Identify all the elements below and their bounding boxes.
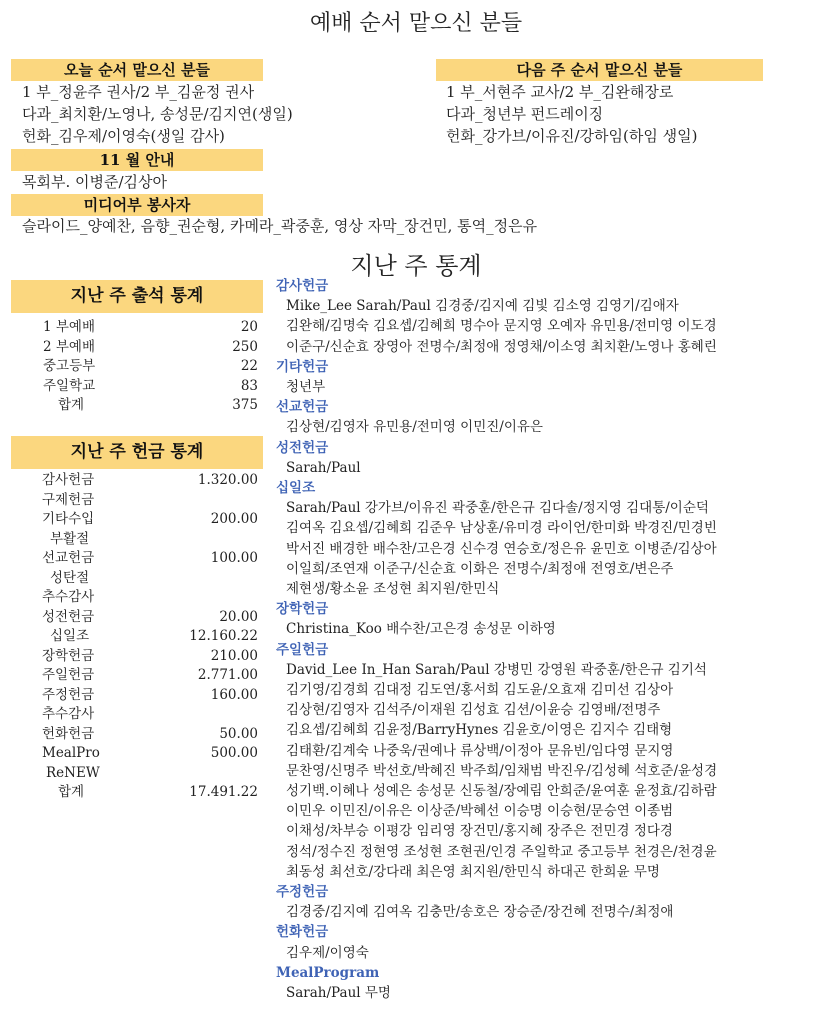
next-week-header: 다음 주 순서 맡으신 분들 <box>436 59 763 81</box>
offering-label: 추수감사 <box>42 589 95 605</box>
offering-header: 지난 주 헌금 통계 <box>11 436 263 469</box>
donor-names: 김여옥 김요셉/김혜희 김준우 남상훈/유미경 라이언/한미화 박경진/민경빈 <box>286 520 717 537</box>
donor-names: 이민우 이민진/이유은 이상준/박혜선 이승명 이승현/문승연 이종범 <box>286 803 674 820</box>
donor-names: Sarah/Paul 무명 <box>286 985 391 1001</box>
attendance-value: 22 <box>240 358 258 374</box>
donor-category: 십일조 <box>276 480 316 496</box>
attendance-value: 375 <box>232 397 258 413</box>
donor-names: David_Lee In_Han Sarah/Paul 강병민 강영원 곽중훈/한은규 김기석 <box>286 661 707 678</box>
offering-value: 200.00 <box>210 511 258 527</box>
offering-label: 기타수입 <box>42 511 95 527</box>
donor-names: Sarah/Paul <box>286 459 361 476</box>
offering-value: 12.160.22 <box>189 628 258 644</box>
offering-value: 17.491.22 <box>189 784 258 800</box>
today-line: 1 부_정윤주 권사/2 부_김윤정 권사 <box>22 83 255 101</box>
donor-category: 장학헌금 <box>276 601 329 618</box>
november-header: 11 월 안내 <box>11 149 263 171</box>
donor-category: 선교헌금 <box>276 399 329 416</box>
donor-category: 주정헌금 <box>276 884 329 900</box>
donor-category: 감사헌금 <box>276 278 329 294</box>
attendance-label: 1 부예배 <box>43 319 96 335</box>
donor-names: 박서진 배경한 배수찬/고은경 신수경 연승호/정은유 윤민호 이병준/김상아 <box>286 540 717 557</box>
donor-names: 김우제/이영숙 <box>286 944 369 961</box>
media-line: 슬라이드_양예찬, 음향_권순형, 카메라_곽중훈, 영상 자막_장건민, 통역_정은유 <box>22 217 538 235</box>
offering-label: 부활절 <box>50 530 90 547</box>
offering-value <box>140 587 258 607</box>
donor-names: 정석/정수진 정현영 조성현 조현권/인경 주일학교 중고등부 천경은/천경윤 <box>286 843 717 860</box>
next-week-line: 1 부_서현주 교사/2 부_김완해장로 <box>446 83 674 101</box>
donor-names: Christina_Koo 배수찬/고은경 송성문 이하영 <box>286 621 556 638</box>
offering-value <box>140 568 258 588</box>
donor-names: 김태환/김계숙 나중욱/권예나 류상백/이정아 문유빈/임다영 문지영 <box>286 742 674 759</box>
donor-category: 주일헌금 <box>276 641 329 658</box>
offering-value <box>140 704 258 724</box>
offering-label: 구제헌금 <box>42 491 95 508</box>
offering-label: 주일헌금 <box>42 667 95 683</box>
donor-names: 김기영/김경희 김대정 김도연/홍서희 김도윤/오효재 김미선 김상아 <box>286 682 674 698</box>
attendance-value: 83 <box>240 377 258 394</box>
offering-label: 합계 <box>58 784 85 800</box>
offering-label: 선교헌금 <box>42 550 95 566</box>
offering-value: 160.00 <box>210 686 258 703</box>
offering-label: MealPro <box>42 745 100 761</box>
donor-names: Mike_Lee Sarah/Paul 김경중/김지예 김빛 김소영 김영기/김애자 <box>286 298 679 315</box>
offering-label: 주정헌금 <box>42 686 95 703</box>
november-line: 목회부. 이병준/김상아 <box>22 173 168 191</box>
attendance-label: 합계 <box>58 397 85 413</box>
donor-category: 헌화헌금 <box>276 924 329 941</box>
offering-label: 십일조 <box>50 628 90 644</box>
offering-value: 1.320.00 <box>197 472 258 488</box>
donor-names: 김경중/김지예 김여옥 김충만/송호은 장승준/장건혜 전명수/최정애 <box>286 904 674 921</box>
attendance-value: 20 <box>240 319 258 335</box>
offering-label: 헌화헌금 <box>42 725 95 742</box>
attendance-label: 중고등부 <box>43 358 96 374</box>
donor-names: 성기백.이혜나 성예은 송성문 신동철/장예림 안희준/윤여훈 윤정효/김하람 <box>286 783 717 799</box>
donor-names: 이채성/차부승 이평강 임리영 장건민/홍지혜 장주은 전민경 정다경 <box>286 823 673 840</box>
offering-label: 장학헌금 <box>42 647 95 664</box>
donor-names: 김상현/김영자 유민용/전미영 이민진/이유은 <box>286 419 543 436</box>
donor-category: MealProgram <box>276 964 380 981</box>
page-title: 예배 순서 맡으신 분들 <box>309 11 523 36</box>
today-header: 오늘 순서 맡으신 분들 <box>11 59 263 81</box>
offering-value <box>140 763 258 783</box>
donor-names: 제현생/황소윤 조성현 최지원/한민식 <box>286 581 500 597</box>
attendance-header: 지난 주 출석 통계 <box>11 280 263 313</box>
donor-category: 성전헌금 <box>276 439 329 456</box>
offering-value <box>140 529 258 549</box>
attendance-value: 250 <box>232 338 258 355</box>
offering-label: 감사헌금 <box>42 472 95 488</box>
donor-names: 청년부 <box>286 379 326 395</box>
offering-label: 성전헌금 <box>42 608 95 625</box>
media-header: 미디어부 봉사자 <box>11 194 263 216</box>
offering-value: 20.00 <box>219 608 258 625</box>
stats-title: 지난 주 통계 <box>350 252 482 280</box>
offering-value: 2.771.00 <box>197 667 258 683</box>
donor-category: 기타헌금 <box>276 358 329 375</box>
offering-label: 성탄절 <box>50 569 90 586</box>
attendance-label: 주일학교 <box>43 377 96 394</box>
next-week-line: 다과_청년부 펀드레이징 <box>446 105 604 123</box>
donor-names: 김완해/김명숙 김요셉/김혜희 명수아 문지영 오예자 유민용/전미영 이도경 <box>286 318 717 335</box>
offering-value <box>140 490 258 510</box>
donor-names: 이일희/조연재 이준구/신순효 이화은 전명수/최정애 전영호/변은주 <box>286 560 674 577</box>
offering-value: 50.00 <box>219 725 258 742</box>
donor-names: 이준구/신순효 장영아 전명수/최정애 정영채/이소영 최치환/노영나 홍혜린 <box>286 338 717 355</box>
offering-label: 추수감사 <box>42 706 95 722</box>
next-week-line: 헌화_강가브/이유진/강하임(하임 생일) <box>446 127 698 145</box>
donor-names: Sarah/Paul 강가브/이유진 곽중훈/한은규 김다솔/정지영 김대통/이순덕 <box>286 500 709 517</box>
donor-names: 김요셉/김혜희 김윤정/BarryHynes 김윤호/이영은 김지수 김태형 <box>286 722 673 739</box>
donor-names: 김상현/김영자 김석주/이재원 김성효 김션/이윤승 김영배/전명주 <box>286 702 661 719</box>
today-line: 헌화_김우제/이영숙(생일 감사) <box>22 127 225 145</box>
offering-label: ReNEW <box>46 764 100 781</box>
today-line: 다과_최치환/노영나, 송성문/김지연(생일) <box>22 105 293 123</box>
donor-names: 최동성 최선호/강다래 최은영 최지원/한민식 하대곤 한희윤 무명 <box>286 863 660 880</box>
attendance-label: 2 부예배 <box>43 338 96 355</box>
offering-value: 500.00 <box>210 745 258 761</box>
offering-value: 210.00 <box>210 647 258 664</box>
offering-value: 100.00 <box>210 550 258 566</box>
donor-names: 문찬영/신명주 박선호/박혜진 박주희/임채범 박진우/김성혜 석호준/윤성경 <box>286 762 718 779</box>
